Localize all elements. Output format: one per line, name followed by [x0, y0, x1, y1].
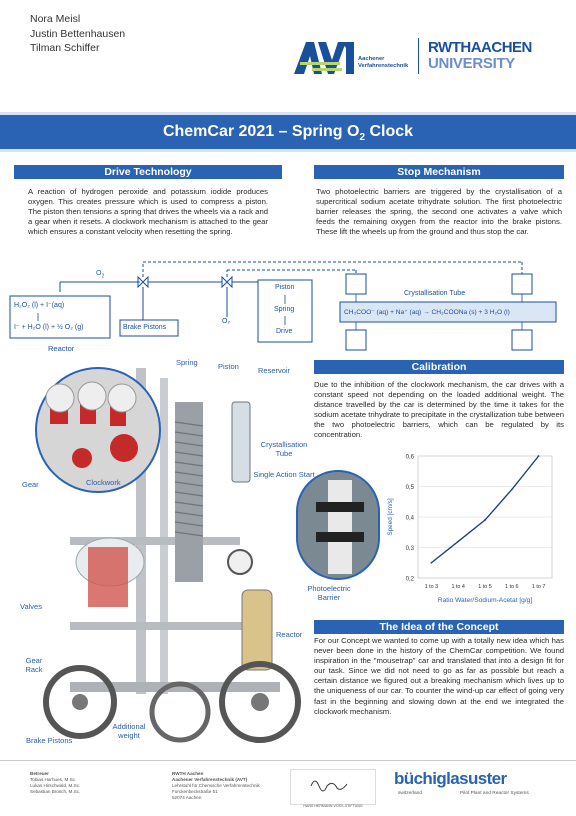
idea-heading: The Idea of the Concept: [314, 620, 564, 634]
label-brake-pistons: Brake Pistons: [26, 736, 73, 745]
y-tick-label: 0,2: [405, 576, 414, 583]
rwth-line1: RWTHAACHEN: [428, 39, 532, 56]
label-single-action: Single Action Start: [253, 470, 315, 479]
label-photoelectric: Photoelectric Barrier: [307, 584, 351, 602]
buchi-tag: switzerland: [398, 791, 422, 796]
label-cryst-tube: Crystallisation Tube: [260, 440, 308, 458]
label-valves: Valves: [20, 602, 42, 611]
buchi-sub: Pilot Plant and Reactor Systems: [460, 791, 529, 796]
label-piston: Piston: [218, 362, 239, 371]
buchi-logo: [394, 769, 574, 809]
rwth-logo: [428, 40, 553, 76]
title-subscript: 2: [359, 132, 366, 144]
betreuer-line: Lukas Hirschwald, M.Sc.: [30, 783, 81, 788]
x-axis-label: Ratio Water/Sodium-Acetat [g/g]: [437, 597, 533, 604]
rwth-address-line: Forckenbeckstraße 51: [172, 789, 218, 794]
data-point: [538, 455, 540, 457]
label-reactor: Reactor: [276, 630, 303, 639]
rwth-line2: UNIVERSITY: [428, 55, 516, 72]
speed-chart: [380, 448, 560, 614]
speed-line: [431, 456, 538, 563]
reactor-equation-2: I⁻ + H₂O (l) + ½ O₂ (g): [14, 324, 84, 331]
idea-text: For our Concept we wanted to come up with a totally new idea which has never been done in the history of the ChemCar competition. We found inspiration in the "mousetrap" car and translated that into a design fit for our task. Since we did not need to go as far as possible but reach a certain distance we figured out a breaking mechanism which lives up to the uniqueness of our car. To counter the wind-up car effect of going very fast in the beginning and slowing down at the end we integrated the clockwork mechanism.: [314, 636, 564, 716]
cryst-tube-title: Crystallisation Tube: [404, 290, 466, 297]
rwth-title: RWTH Aachen: [172, 771, 204, 776]
label-reservoir: Reservoir: [258, 366, 291, 375]
y-tick-label: 0,6: [405, 454, 414, 461]
cryst-equation: CH₃COO⁻ (aq) + Na⁺ (aq) → CH₃COONa (s) + 3 H₂O (l): [344, 309, 510, 316]
x-tick-label: 1 to 4: [451, 584, 465, 590]
title-banner: [0, 112, 576, 152]
betreuer-line: Tobias Harhues, M.Sc.: [30, 777, 77, 782]
reactor-equation-1: H₂O₂ (l) + I⁻(aq): [14, 302, 65, 309]
rwth-address-line: Lehrstuhl für Chemische Verfahrenstechnik: [172, 783, 260, 788]
buchi-logo-text: büchiglasuster: [394, 769, 507, 788]
stop-heading: Stop Mechanism: [314, 165, 564, 179]
data-point: [431, 562, 433, 564]
title-main: ChemCar 2021 – Spring O: [162, 123, 360, 140]
sponsor-signature: [290, 769, 376, 808]
author-name: Nora Meisl: [30, 13, 81, 25]
data-point: [457, 541, 459, 543]
sponsor-caption: HANS HERMANN VOSS-STIFTUNG: [303, 804, 363, 808]
footer-betreuer: [30, 771, 80, 795]
author-list: [30, 12, 125, 56]
drive-heading: Drive Technology: [14, 165, 282, 179]
footer-rwth: [172, 771, 260, 801]
spring-label: Spring: [274, 306, 295, 313]
rwth-sub: Aachener Verfahrenstechnik (AVT): [172, 777, 248, 782]
piston-label: Piston: [275, 284, 295, 291]
calibration-text: Due to the inhibition of the clockwork mechanism, the car drives with a constant speed not depending on the loaded additional weight. The distance travelled by the car is determined by the time it takes for the sodium acetate trihydrate to precipitate in the crystallization tube between the two photoelectric barriers, which can be regulated by its concentration.: [314, 380, 564, 440]
x-tick-label: 1 to 5: [478, 584, 492, 590]
process-diagram: [0, 252, 576, 362]
y-tick-label: 0,5: [405, 485, 414, 491]
data-point: [484, 519, 486, 521]
title-end: Clock: [365, 123, 414, 140]
poster-title: [0, 115, 576, 155]
label-additional-weight: Additional weight: [112, 722, 146, 740]
label-clockwork: Clockwork: [86, 478, 121, 487]
drive-text: A reaction of hydrogen peroxide and potassium iodide produces oxygen. This creates pressure which is used to compress a piston. The piston then tensions a spring that drives the wheels via a rack and a gear when it resets. A clockwork mechanism is attached to the gear which ensures a constant velocity when resetting the spring.: [28, 187, 268, 237]
author-name: Tilman Schiffer: [30, 42, 100, 54]
signature-icon: [291, 770, 377, 798]
stop-text: Two photoelectric barriers are triggered by the crystallisation of a supercritical sodium acetate trihydrate solution. The first photoelectric barrier releases the spring, the second one activates a valve which feeds the remaining oxygen from the reactor into the brake pistons. These lift the wheels up from the ground and thus stop the car.: [316, 187, 562, 237]
o2-label-bottom: O₂: [222, 318, 231, 325]
avt-logo: [292, 38, 414, 78]
label-spring: Spring: [176, 358, 198, 367]
y-axis-label: Speed [cm/s]: [387, 498, 394, 536]
o2-label-top: $O_2$: [96, 270, 105, 280]
betreuer-line: Sebastian Brosch, M.Sc.: [30, 789, 81, 794]
x-tick-label: 1 to 7: [531, 584, 546, 590]
photoelectric-inset: [296, 470, 380, 580]
car-photo: [10, 362, 312, 760]
y-tick-label: 0,4: [405, 515, 414, 522]
avt-name-line1: Aachener: [358, 56, 385, 62]
author-name: Justin Bettenhausen: [30, 27, 126, 40]
brake-pistons-label: Brake Pistons: [123, 324, 167, 331]
label-gear-rack: Gear Rack: [25, 656, 43, 674]
rwth-address-line: 52074 Aachen: [172, 795, 202, 800]
x-tick-label: 1 to 3: [424, 584, 439, 590]
calibration-heading: Calibration: [314, 360, 564, 374]
drive-label: Drive: [276, 328, 293, 335]
data-point: [511, 489, 513, 491]
footer: [0, 760, 576, 816]
x-tick-label: 1 to 6: [505, 584, 519, 590]
label-gear: Gear: [22, 480, 39, 489]
betreuer-title: Betreuer: [30, 771, 49, 776]
y-tick-label: 0,3: [405, 546, 414, 552]
avt-name-line2: Verfahrenstechnik: [358, 63, 409, 69]
logo-divider: [418, 38, 419, 74]
reactor-label: Reactor: [48, 344, 75, 353]
